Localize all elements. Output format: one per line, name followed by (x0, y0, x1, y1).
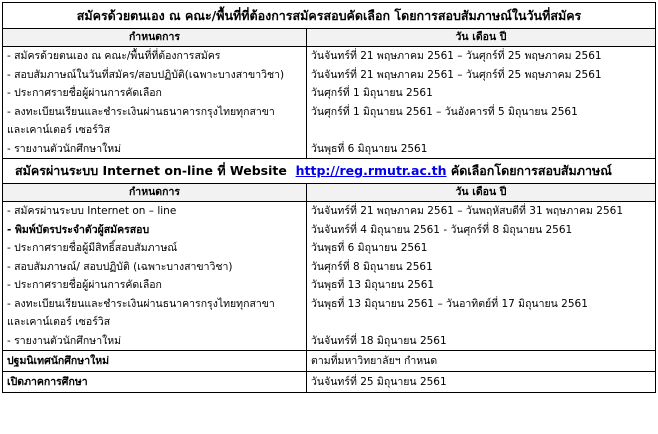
task-item: - สอบสัมภาษณ์ในวันที่สมัคร/สอบปฏิบัติ(เฉพาะบางสาขาวิชา) (7, 68, 285, 81)
task-item: - รายงานตัวนักศึกษาใหม่ (7, 334, 122, 347)
section1-header-task: กำหนดการ (3, 29, 307, 47)
date-item: วันศุกร์ที่ 1 มิถุนายน 2561 – วันอังคารที่ 5 มิถุนายน 2561 (311, 105, 578, 118)
section2-tasks (3, 202, 307, 351)
date-item: วันจันทร์ที่ 21 พฤษภาคม 2561 – วันศุกร์ที่ 25 พฤษภาคม 2561 (311, 68, 602, 81)
task-item: - ลงทะเบียนเรียนและชำระเงินผ่านธนาคารกรุงไทยทุกสาขา (7, 105, 275, 118)
task-item: - รายงานตัวนักศึกษาใหม่ (7, 142, 122, 155)
section2-header-task: กำหนดการ (3, 184, 307, 202)
section1-dates (307, 47, 656, 159)
section1-header-date: วัน เดือน ปี (307, 29, 656, 47)
task-item: - ลงทะเบียนเรียนและชำระเงินผ่านธนาคารกรุงไทยทุกสาขา (7, 297, 275, 310)
date-item: วันพุธที่ 13 มิถุนายน 2561 – วันอาทิตย์ที่ 17 มิถุนายน 2561 (311, 297, 588, 310)
term-start-label: เปิดภาคการศึกษา (3, 372, 307, 393)
date-item: วันพุธที่ 6 มิถุนายน 2561 (311, 242, 428, 254)
date-item: วันศุกร์ที่ 1 มิถุนายน 2561 (311, 87, 433, 99)
section2-title (3, 159, 656, 184)
section1-tasks (3, 47, 307, 159)
task-item: - ประกาศรายชื่อผู้มีสิทธิ์สอบสัมภาษณ์ (7, 242, 178, 254)
date-item: วันศุกร์ที่ 8 มิถุนายน 2561 (311, 260, 433, 273)
section2-dates (307, 202, 656, 351)
task-item: - ประกาศรายชื่อผู้ผ่านการคัดเลือก (7, 279, 162, 291)
task-item-continued: และเคาน์เตอร์ เซอร์วิส (7, 316, 111, 328)
date-item: วันพุธที่ 13 มิถุนายน 2561 (311, 279, 435, 291)
section2-title-prefix: สมัครผ่านระบบ Internet on-line ที่ Website (15, 163, 287, 178)
task-item: - ประกาศรายชื่อผู้ผ่านการคัดเลือก (7, 87, 162, 99)
orientation-label: ปฐมนิเทศนักศึกษาใหม่ (3, 351, 307, 372)
date-item: วันพุธที่ 6 มิถุนายน 2561 (311, 142, 428, 155)
task-item: - สอบสัมภาษณ์/ สอบปฏิบัติ (เฉพาะบางสาขาวิชา) (7, 260, 233, 273)
admission-schedule-table (2, 2, 656, 393)
orientation-date: ตามที่มหาวิทยาลัยฯ กำหนด (307, 351, 656, 372)
date-item: วันจันทร์ที่ 18 มิถุนายน 2561 (311, 334, 447, 347)
task-item: - สมัครผ่านระบบ Internet on – line (7, 205, 177, 217)
section2-header-date: วัน เดือน ปี (307, 184, 656, 202)
registration-website-link[interactable]: http://reg.rmutr.ac.th (295, 163, 447, 178)
term-start-date: วันจันทร์ที่ 25 มิถุนายน 2561 (307, 372, 656, 393)
task-item-continued: และเคาน์เตอร์ เซอร์วิส (7, 124, 111, 136)
section1-title: สมัครด้วยตนเอง ณ คณะ/พื้นที่ที่ต้องการสมัครสอบคัดเลือก โดยการสอบสัมภาษณ์ในวันที่สมัคร (3, 3, 656, 29)
date-item-blank (311, 313, 651, 332)
date-item-blank (311, 121, 651, 140)
date-item: วันจันทร์ที่ 21 พฤษภาคม 2561 – วันศุกร์ที่ 25 พฤษภาคม 2561 (311, 50, 602, 62)
date-item: วันจันทร์ที่ 21 พฤษภาคม 2561 – วันพฤหัสบดีที่ 31 พฤษภาคม 2561 (311, 205, 624, 217)
date-item: วันจันทร์ที่ 4 มิถุนายน 2561 - วันศุกร์ที่ 8 มิถุนายน 2561 (311, 223, 573, 236)
task-item: - สมัครด้วยตนเอง ณ คณะ/พื้นที่ที่ต้องการสมัคร (7, 50, 221, 62)
task-item: - พิมพ์บัตรประจำตัวผู้สมัครสอบ (7, 223, 150, 236)
section2-title-suffix: คัดเลือกโดยการสอบสัมภาษณ์ (450, 163, 612, 178)
